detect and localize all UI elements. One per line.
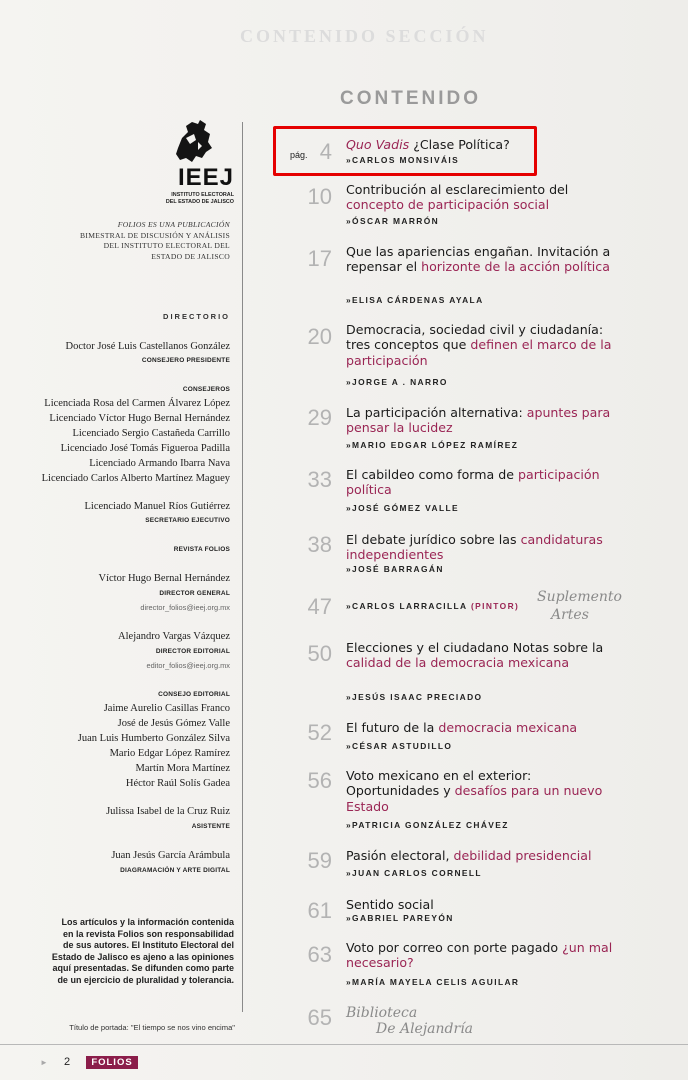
councillor-name: Licenciado José Tomás Figueroa Padilla	[60, 443, 230, 454]
toc-entry-author: »JOSÉ BARRAGÁN	[346, 564, 444, 574]
councillor-name: Licenciado Carlos Alberto Martínez Maguey	[41, 473, 230, 484]
toc-page-number: 38	[307, 532, 332, 557]
toc-author-extra: (PINTOR)	[470, 601, 520, 611]
toc-entry-author: »ÓSCAR MARRÓN	[346, 216, 440, 226]
toc-title-text: Sentido social	[346, 897, 434, 912]
toc-entry-author: »JORGE A . NARRO	[346, 377, 448, 387]
cover-title: Título de portada: "El tiempo se nos vino encima"	[69, 1023, 235, 1032]
intro-line: ESTADO DE JALISCO	[151, 251, 230, 261]
toc-entry-title[interactable]	[346, 897, 626, 912]
toc-title-text: ¿Clase Política?	[409, 137, 510, 152]
toc-entry-author: »MARIO EDGAR LÓPEZ RAMÍREZ	[346, 440, 519, 450]
toc-title-text: El futuro de la	[346, 720, 439, 735]
board-member: Héctor Raúl Solís Gadea	[125, 778, 230, 789]
president-role: CONSEJERO PRESIDENTE	[141, 357, 230, 364]
general-director-email[interactable]: director_folios@ieej.org.mx	[140, 603, 230, 612]
toc-page-number: 10	[307, 184, 332, 209]
toc-entry-author: »JESÚS ISAAC PRECIADO	[346, 692, 483, 702]
biblioteca-alejandria-logo[interactable]	[346, 1005, 486, 1045]
assistant-name: Julissa Isabel de la Cruz Ruiz	[106, 806, 230, 817]
councillor-name: Licenciado Sergio Castañeda Carrillo	[72, 428, 230, 439]
toc-entry-author: »CÉSAR ASTUDILLO	[346, 741, 453, 751]
column-divider	[242, 122, 243, 1012]
toc-title-text: La participación alternativa:	[346, 405, 527, 420]
toc-title-highlight: concepto de participación social	[346, 197, 550, 213]
councillor-name: Licenciado Víctor Hugo Bernal Hernández	[49, 413, 230, 424]
toc-page-number: 33	[307, 467, 332, 492]
toc-title-highlight: candidaturas independientes	[346, 532, 603, 563]
toc-entry-title[interactable]	[346, 640, 626, 671]
toc-title-highlight: definen el marco de la participación	[346, 337, 612, 368]
toc-page-number: 50	[307, 641, 332, 666]
toc-title-text: Contribución al esclarecimiento del	[346, 182, 569, 197]
toc-entry-author: »ELISA CÁRDENAS AYALA	[346, 295, 484, 305]
toc-entry-author: »JUAN CARLOS CORNELL	[346, 868, 482, 878]
toc-entry-title[interactable]	[346, 405, 626, 436]
logo-institution	[158, 192, 234, 206]
toc-entry-title[interactable]	[346, 848, 626, 863]
councillor-name: Licenciada Rosa del Carmen Álvarez López	[44, 398, 230, 409]
toc-title-text: El cabildeo como forma de	[346, 467, 518, 482]
supplement-line: Suplemento	[537, 589, 622, 605]
toc-entry-author: »GABRIEL PAREYÓN	[346, 913, 454, 923]
general-director-role: DIRECTOR GENERAL	[159, 590, 230, 597]
toc-entry-author: »JOSÉ GÓMEZ VALLE	[346, 503, 459, 513]
toc-page-number: 47	[307, 594, 332, 619]
toc-page-number: 63	[307, 942, 332, 967]
toc-title-text: Elecciones y el ciudadano Notas sobre la	[346, 640, 604, 655]
footer-rule	[0, 1044, 688, 1045]
toc-title-highlight: apuntes para pensar la lucidez	[346, 405, 611, 436]
toc-entry-title[interactable]	[346, 467, 626, 498]
editorial-director-email[interactable]: editor_folios@ieej.org.mx	[146, 661, 230, 670]
logo-acronym: IEEJ	[177, 164, 234, 191]
logo-institution-line: INSTITUTO ELECTORAL	[171, 192, 234, 198]
toc-title-highlight: democracia mexicana	[438, 720, 578, 735]
toc-entry-author[interactable]	[346, 601, 519, 611]
toc-page-number: 56	[307, 768, 332, 793]
ghost-bleed-text: CONTENIDO SECCIÓN	[240, 26, 489, 46]
contents-title: CONTENIDO	[340, 88, 481, 109]
toc-author-text: »CARLOS LARRACILLA	[346, 601, 468, 611]
toc-title-text: El debate jurídico sobre las	[346, 532, 521, 547]
toc-title-highlight: ¿un mal necesario?	[346, 940, 613, 971]
toc-page-number: 4	[319, 139, 332, 164]
toc-entry-title[interactable]	[346, 322, 626, 368]
design-name: Juan Jesús García Arámbula	[111, 850, 230, 861]
disclaimer-line: Los artículos y la información contenida	[61, 917, 234, 927]
jalisco-map-icon	[172, 118, 216, 170]
secretary-role: SECRETARIO EJECUTIVO	[145, 517, 230, 524]
toc-title-text: Que las apariencias engañan. Invitación a repensar el	[346, 244, 611, 275]
general-director-name: Víctor Hugo Bernal Hernández	[98, 573, 230, 584]
highlight-box	[273, 126, 537, 176]
magazine-tag: FOLIOS	[86, 1056, 138, 1069]
disclaimer-line: de un ejercicio de pluralidad y tolerancia.	[57, 974, 234, 985]
councillors-heading: CONSEJEROS	[182, 386, 230, 393]
toc-entry-author: »PATRICIA GONZÁLEZ CHÁVEZ	[346, 820, 509, 830]
intro-line-text: FOLIOS ES UNA PUBLICACIÓN	[117, 220, 230, 229]
toc-title-highlight: calidad de la democracia mexicana	[346, 655, 570, 671]
pag-label: pág.	[290, 150, 308, 160]
toc-entry-title[interactable]	[346, 532, 626, 563]
toc-entry-author: »MARÍA MAYELA CELIS AGUILAR	[346, 977, 520, 987]
design-role: DIAGRAMACIÓN Y ARTE DIGITAL	[120, 867, 230, 874]
toc-title-text: Voto mexicano en el exterior: Oportunidades y	[346, 768, 532, 799]
toc-title-text: Pasión electoral,	[346, 848, 454, 863]
toc-page-number: 20	[307, 324, 332, 349]
toc-page-number: 61	[307, 898, 332, 923]
secretary-name: Licenciado Manuel Ríos Gutiérrez	[84, 501, 230, 512]
library-line: Biblioteca	[346, 1005, 418, 1021]
disclaimer	[44, 917, 234, 987]
editorial-director-name: Alejandro Vargas Vázquez	[118, 631, 230, 642]
disclaimer-line: Estado de Jalisco es ajeno a las opiniones	[51, 951, 234, 962]
toc-page-number: 65	[307, 1005, 332, 1030]
toc-page-number: 52	[307, 720, 332, 745]
toc-entry-title[interactable]	[346, 182, 626, 213]
toc-entry-title[interactable]	[346, 720, 626, 735]
board-member: José de Jesús Gómez Valle	[117, 718, 230, 729]
intro-line: BIMESTRAL DE DISCUSIÓN Y ANÁLISIS	[80, 230, 230, 240]
disclaimer-line: de sus autores. El Instituto Electoral del	[62, 940, 234, 951]
toc-page-number: 59	[307, 848, 332, 873]
intro-line: DEL INSTITUTO ELECTORAL DEL	[103, 241, 230, 250]
toc-entry-author: »CARLOS MONSIVÁIS	[346, 155, 460, 165]
editorial-board-heading: CONSEJO EDITORIAL	[158, 691, 230, 698]
intro-line	[60, 220, 230, 231]
toc-entry-title[interactable]	[346, 768, 626, 814]
ieej-logo	[158, 118, 234, 214]
disclaimer-line: aquí presentadas. Se difunden como parte	[52, 963, 234, 974]
toc-title-highlight: desafíos para un nuevo Estado	[346, 783, 603, 814]
library-line: De Alejandría	[376, 1021, 474, 1037]
board-member: Juan Luis Humberto González Silva	[77, 733, 230, 744]
page-arrow-icon: ►	[40, 1058, 48, 1067]
logo-institution-line: DEL ESTADO DE JALISCO	[165, 199, 234, 205]
councillor-name: Licenciado Armando Ibarra Nava	[89, 458, 230, 469]
toc-title-highlight: Quo Vadis	[346, 137, 410, 152]
supplement-line: Artes	[551, 607, 589, 623]
toc-title-text: Democracia, sociedad civil y ciudadanía: tres conceptos que	[346, 322, 604, 353]
directory-title: DIRECTORIO	[163, 312, 230, 321]
board-member: Martín Mora Martínez	[135, 763, 230, 774]
disclaimer-line: en la revista Folios son responsabilidad	[62, 928, 234, 939]
editorial-director-role: DIRECTOR EDITORIAL	[155, 648, 230, 655]
publication-intro	[60, 220, 230, 262]
toc-title-text: Voto por correo con porte pagado	[346, 940, 563, 955]
assistant-role: ASISTENTE	[191, 823, 230, 830]
toc-page-number: 17	[307, 246, 332, 271]
toc-title-highlight: debilidad presidencial	[453, 848, 592, 863]
toc-entry-title[interactable]	[346, 244, 626, 275]
toc-title-highlight: horizonte de la acción política	[421, 259, 610, 275]
toc-page-number: 29	[307, 405, 332, 430]
toc-entry-title[interactable]	[346, 940, 626, 971]
board-member: Mario Edgar López Ramírez	[109, 748, 230, 759]
supplement-artes-logo	[537, 588, 627, 628]
page-number: 2	[64, 1056, 71, 1068]
magazine-heading: REVISTA FOLIOS	[173, 546, 230, 553]
president-name: Doctor José Luis Castellanos González	[65, 341, 230, 352]
toc-title-highlight: participación política	[346, 467, 600, 498]
board-member: Jaime Aurelio Casillas Franco	[103, 703, 230, 714]
